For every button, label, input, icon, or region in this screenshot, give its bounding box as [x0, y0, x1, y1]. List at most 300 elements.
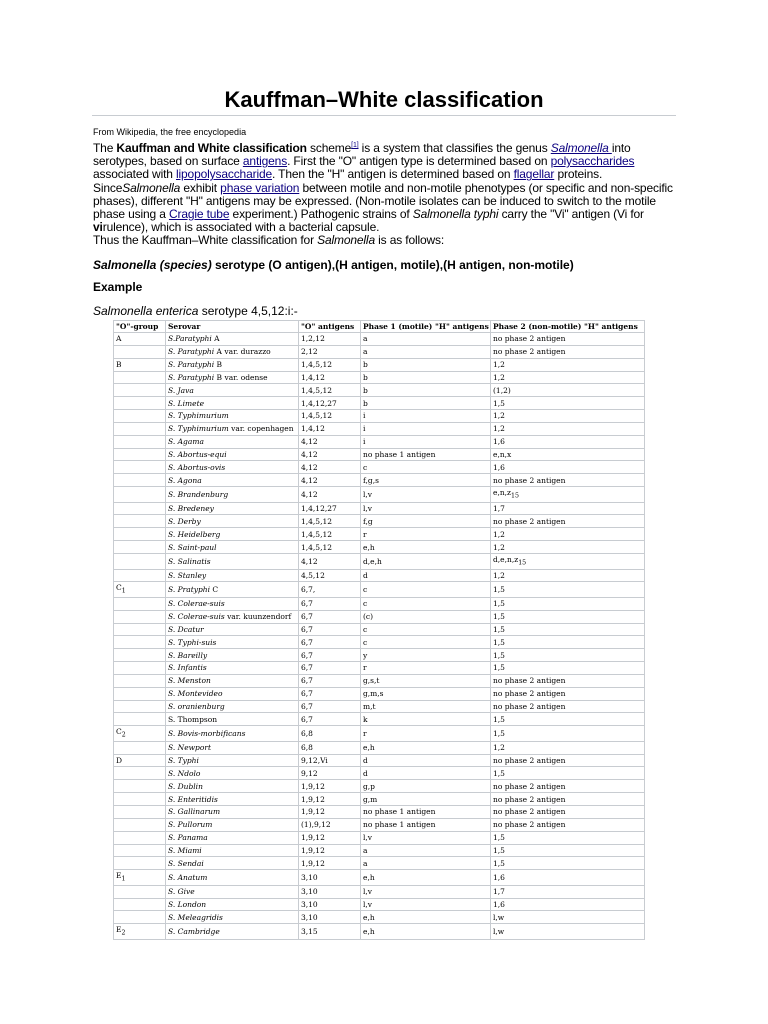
cell-o-antigens: 1,9,12 — [299, 857, 361, 870]
cell-o-antigens: 4,12 — [299, 487, 361, 503]
cell-o-group — [114, 674, 166, 687]
cell-o-group — [114, 700, 166, 713]
phase2-value: 1,5 — [493, 845, 505, 855]
cell-serovar — [166, 636, 299, 649]
table-row — [114, 898, 645, 911]
serovar-name: S. Typhimurium — [168, 424, 229, 434]
cell-o-group — [114, 487, 166, 503]
cell-o-group — [114, 924, 166, 940]
serovar-name: S. Newport — [168, 743, 211, 753]
cell-phase1: l,v — [361, 898, 491, 911]
cell-phase2 — [491, 397, 645, 410]
phase2-value: (1,2) — [493, 385, 511, 395]
example-serotype: serotype 4,5,12:i:- — [198, 304, 298, 318]
table-row — [114, 687, 645, 700]
cell-phase2 — [491, 831, 645, 844]
table-row — [114, 885, 645, 898]
cell-serovar — [166, 397, 299, 410]
cell-phase2 — [491, 754, 645, 767]
phase2-value: 1,2 — [493, 542, 505, 552]
cell-o-antigens: 1,4,5,12 — [299, 384, 361, 397]
cell-o-group — [114, 582, 166, 598]
table-row — [114, 911, 645, 924]
cell-phase1: d — [361, 754, 491, 767]
o-group-value: D — [116, 756, 123, 766]
serovar-suffix: B — [214, 360, 223, 370]
phase2-value: 1,6 — [493, 462, 505, 472]
table-row — [114, 333, 645, 346]
cell-phase2 — [491, 700, 645, 713]
o-group-value: A — [116, 334, 122, 344]
table-row — [114, 384, 645, 397]
cell-o-antigens: 4,12 — [299, 435, 361, 448]
phase2-value: 1,2 — [493, 743, 505, 753]
cell-o-antigens: 1,9,12 — [299, 780, 361, 793]
cell-o-antigens: 2,12 — [299, 345, 361, 358]
phase2-value: no phase 2 antigen — [493, 516, 566, 526]
o-group-subscript: 1 — [121, 587, 126, 595]
cell-serovar — [166, 726, 299, 742]
table-row — [114, 662, 645, 675]
format-italic: Salmonella (species) — [93, 258, 212, 272]
cell-phase1: m,t — [361, 700, 491, 713]
cell-phase1: g,m — [361, 793, 491, 806]
phase2-value: 1,5 — [493, 585, 505, 595]
cell-serovar — [166, 700, 299, 713]
phase2-subscript: 15 — [511, 492, 519, 500]
serovar-name: S. Bareilly — [168, 650, 208, 660]
intro-text-run: . First the "O" antigen type is determined based on — [287, 154, 551, 169]
cell-o-group — [114, 397, 166, 410]
cell-o-group — [114, 515, 166, 528]
phase2-value: no phase 2 antigen — [493, 756, 566, 766]
phase-variation-link[interactable]: phase variation — [220, 180, 300, 195]
table-row — [114, 345, 645, 358]
cell-serovar — [166, 371, 299, 384]
intro-text-run: associated with — [93, 167, 176, 182]
cell-o-antigens: 1,4,12,27 — [299, 502, 361, 515]
cell-o-group — [114, 448, 166, 461]
cell-serovar — [166, 487, 299, 503]
cell-o-antigens: 6,7 — [299, 700, 361, 713]
cell-serovar — [166, 674, 299, 687]
cell-serovar — [166, 582, 299, 598]
phase2-value: d,e,n,z — [493, 555, 519, 564]
cell-o-group — [114, 528, 166, 541]
table-row — [114, 569, 645, 582]
serovar-name: S. Salinatis — [168, 556, 211, 566]
format-rest: serotype (O antigen),(H antigen, motile),(H antigen, non-motile) — [211, 258, 574, 272]
cell-phase1: g,m,s — [361, 687, 491, 700]
cell-serovar — [166, 448, 299, 461]
cell-phase1: d — [361, 569, 491, 582]
phase2-value: l,w — [493, 927, 505, 936]
intro-text-run: is as follows: — [374, 233, 445, 248]
serovar-name: S. Bredeney — [168, 504, 214, 514]
cell-o-antigens: 6,7 — [299, 623, 361, 636]
table-row — [114, 831, 645, 844]
cell-phase1: b — [361, 358, 491, 371]
cell-phase1: l,v — [361, 502, 491, 515]
serovar-name: S. Sendai — [168, 858, 204, 868]
intro-text-run: carry the "Vi" antigen (Vi for — [498, 207, 644, 222]
intro-text-run: . Then the "H" antigen is determined based on — [272, 167, 514, 182]
serovar-name: S. Abortus-equi — [168, 450, 227, 460]
cell-o-antigens: 1,4,5,12 — [299, 541, 361, 554]
table-row — [114, 857, 645, 870]
cell-phase1: f,g,s — [361, 474, 491, 487]
table-row — [114, 528, 645, 541]
cell-serovar — [166, 461, 299, 474]
cell-o-antigens: 1,4,12 — [299, 371, 361, 384]
cell-phase2 — [491, 662, 645, 675]
serovar-name: S. Typhimurium — [168, 411, 229, 421]
cell-serovar — [166, 528, 299, 541]
serovar-name: S. Heidelberg — [168, 529, 221, 539]
cell-o-antigens: 9,12,Vi — [299, 754, 361, 767]
cell-o-antigens: 1,4,12 — [299, 422, 361, 435]
o-group-value: E — [116, 871, 122, 881]
phase2-value: 1,2 — [493, 570, 505, 580]
serovar-name: S. oranienburg — [168, 702, 225, 712]
serovar-name: S. Menston — [168, 676, 211, 686]
serovar-name: S. Derby — [168, 516, 201, 526]
cell-phase2 — [491, 345, 645, 358]
serovar-name: S. Saint-paul — [168, 542, 217, 552]
serotype-table — [113, 320, 645, 940]
cell-o-antigens: 4,5,12 — [299, 569, 361, 582]
serovar-name: S. Panama — [168, 833, 208, 843]
cell-o-antigens: 4,12 — [299, 461, 361, 474]
cell-serovar — [166, 713, 299, 726]
cell-phase2 — [491, 857, 645, 870]
table-row — [114, 636, 645, 649]
phase2-value: 1,6 — [493, 437, 505, 447]
intro-text-run: The — [93, 141, 117, 155]
phase2-value: no phase 2 antigen — [493, 781, 566, 791]
table-row — [114, 410, 645, 423]
cell-o-group — [114, 610, 166, 623]
cell-phase2 — [491, 649, 645, 662]
serovar-name: S. Dublin — [168, 781, 203, 791]
table-row — [114, 474, 645, 487]
serovar-name: S. Typhi-suis — [168, 637, 217, 647]
cell-serovar — [166, 623, 299, 636]
lipopolysaccharide-link[interactable]: lipopolysaccharide — [175, 167, 273, 182]
cell-phase1: a — [361, 844, 491, 857]
cell-o-group — [114, 898, 166, 911]
cell-serovar — [166, 541, 299, 554]
header-phase2: Phase 2 (non-motile) "H" antigens — [491, 321, 645, 333]
serovar-name: S. Infantis — [168, 663, 207, 673]
cell-o-group — [114, 569, 166, 582]
phase2-value: no phase 2 antigen — [493, 702, 566, 712]
table-row — [114, 700, 645, 713]
intro-text-run: experiment.) Pathogenic strains of — [229, 207, 413, 222]
classification-format — [93, 258, 574, 273]
cell-serovar — [166, 358, 299, 371]
table-row — [114, 582, 645, 598]
cell-o-antigens: 3,10 — [299, 885, 361, 898]
cell-o-antigens: 9,12 — [299, 767, 361, 780]
serovar-name: S. Montevideo — [168, 689, 223, 699]
cell-phase2 — [491, 610, 645, 623]
cell-o-antigens: 1,9,12 — [299, 806, 361, 819]
cell-phase1: r — [361, 726, 491, 742]
cell-o-antigens: 6,8 — [299, 726, 361, 742]
phase2-value: 1,2 — [493, 372, 505, 382]
cell-phase2 — [491, 541, 645, 554]
intro-bold-term: vi — [93, 220, 103, 235]
intro-italic-term: Salmonella — [122, 180, 181, 195]
cell-o-group — [114, 726, 166, 742]
cell-phase2 — [491, 767, 645, 780]
cell-serovar — [166, 554, 299, 570]
phase2-value: 1,5 — [493, 768, 505, 778]
intro-italic-term: Salmonella — [317, 233, 375, 248]
cell-phase2 — [491, 741, 645, 754]
cell-phase1: e,h — [361, 541, 491, 554]
cell-o-group — [114, 623, 166, 636]
cell-phase1: a — [361, 345, 491, 358]
intro-text-run: between motile and non-motile phenotypes (or specific and non-specific phases), different "H" antigens may be expressed. (Non-motile isolates can be induced to switch to the motile phase using a — [93, 180, 673, 222]
citation-link[interactable]: [1] — [351, 142, 359, 149]
o-group-subscript: 2 — [121, 929, 126, 937]
table-header-row — [114, 321, 645, 333]
cell-o-antigens: 6,7 — [299, 636, 361, 649]
serovar-suffix: var. copenhagen — [228, 424, 294, 434]
cell-serovar — [166, 741, 299, 754]
example-species: Salmonella enterica — [93, 304, 199, 318]
cell-phase1: b — [361, 397, 491, 410]
phase2-value: 1,5 — [493, 833, 505, 843]
cell-phase2 — [491, 502, 645, 515]
header-phase1: Phase 1 (motile) "H" antigens — [361, 321, 491, 333]
example-line — [93, 304, 298, 319]
cell-o-antigens: 1,9,12 — [299, 793, 361, 806]
table-row — [114, 726, 645, 742]
phase2-value: l,w — [493, 912, 505, 922]
cell-serovar — [166, 515, 299, 528]
cell-serovar — [166, 806, 299, 819]
phase2-value: 1,2 — [493, 360, 505, 370]
serovar-suffix: A — [211, 334, 220, 344]
cell-phase1: e,h — [361, 911, 491, 924]
header-serovar: Serovar — [166, 321, 299, 333]
cell-phase1: f,g — [361, 515, 491, 528]
cell-o-antigens: 6,7, — [299, 582, 361, 598]
cell-phase1: l,v — [361, 831, 491, 844]
cell-o-antigens: 1,9,12 — [299, 844, 361, 857]
cell-phase2 — [491, 844, 645, 857]
o-group-value: E — [116, 925, 122, 935]
cell-o-group — [114, 384, 166, 397]
serovar-name: S. Enteritidis — [168, 794, 218, 804]
serovar-name: S. London — [168, 899, 207, 909]
cell-phase2 — [491, 636, 645, 649]
table-row — [114, 435, 645, 448]
table-row — [114, 371, 645, 384]
intro-text-run: exhibit — [180, 180, 221, 195]
cell-serovar — [166, 844, 299, 857]
cell-phase1: y — [361, 649, 491, 662]
cragie-tube-link[interactable]: Cragie tube — [168, 207, 230, 222]
cell-o-antigens: 3,15 — [299, 924, 361, 940]
cell-o-antigens: 3,10 — [299, 898, 361, 911]
cell-serovar — [166, 333, 299, 346]
cell-phase1: c — [361, 582, 491, 598]
cell-serovar — [166, 780, 299, 793]
cell-phase2 — [491, 358, 645, 371]
cell-serovar — [166, 410, 299, 423]
cell-phase1: b — [361, 371, 491, 384]
intro-text-run: is a system that classifies the genus — [358, 141, 551, 155]
cell-serovar — [166, 793, 299, 806]
cell-o-antigens: 4,12 — [299, 448, 361, 461]
cell-phase2 — [491, 870, 645, 886]
cell-phase1: e,h — [361, 741, 491, 754]
cell-phase1: d,e,h — [361, 554, 491, 570]
cell-o-group — [114, 687, 166, 700]
cell-phase1: e,h — [361, 924, 491, 940]
serovar-name: S. Pratyphi — [168, 585, 211, 595]
cell-phase1: c — [361, 597, 491, 610]
intro-bold-term: Kauffman and White classification — [116, 141, 307, 155]
o-group-value: C — [116, 727, 122, 737]
polysaccharides-link[interactable]: polysaccharides — [550, 154, 635, 169]
cell-phase1: i — [361, 435, 491, 448]
cell-o-group — [114, 818, 166, 831]
phase2-value: 1,5 — [493, 858, 505, 868]
cell-o-group — [114, 662, 166, 675]
cell-phase1: no phase 1 antigen — [361, 818, 491, 831]
table-row — [114, 502, 645, 515]
flagellar-link[interactable]: flagellar — [513, 167, 555, 182]
table-row — [114, 754, 645, 767]
table-row — [114, 767, 645, 780]
cell-serovar — [166, 384, 299, 397]
cell-phase1: g,s,t — [361, 674, 491, 687]
cell-phase2 — [491, 410, 645, 423]
table-row — [114, 515, 645, 528]
table-row — [114, 870, 645, 886]
cell-phase2 — [491, 582, 645, 598]
cell-o-group — [114, 741, 166, 754]
table-row — [114, 793, 645, 806]
cell-o-group — [114, 502, 166, 515]
cell-phase2 — [491, 674, 645, 687]
table-row — [114, 741, 645, 754]
cell-o-antigens: 1,2,12 — [299, 333, 361, 346]
cell-serovar — [166, 649, 299, 662]
phase2-value: 1,5 — [493, 714, 505, 724]
cell-phase2 — [491, 333, 645, 346]
cell-o-antigens: 6,7 — [299, 597, 361, 610]
serovar-name: S. Gallinarum — [168, 807, 221, 817]
cell-o-group — [114, 844, 166, 857]
phase2-value: no phase 2 antigen — [493, 807, 566, 817]
cell-phase2 — [491, 528, 645, 541]
serovar-name: S. Colerae-suis — [168, 599, 225, 609]
serovar-name: S. Agama — [168, 437, 204, 447]
cell-phase2 — [491, 726, 645, 742]
header-o-group: "O"-group — [114, 321, 166, 333]
example-heading: Example — [93, 280, 143, 294]
cell-o-group — [114, 857, 166, 870]
antigens-link[interactable]: antigens — [242, 154, 288, 169]
table-row — [114, 397, 645, 410]
cell-o-group — [114, 358, 166, 371]
cell-o-group — [114, 474, 166, 487]
cell-phase2 — [491, 569, 645, 582]
table-row — [114, 924, 645, 940]
cell-o-antigens: 1,4,5,12 — [299, 515, 361, 528]
intro-text-run: Thus the Kauffman–White classification for — [93, 233, 318, 248]
cell-o-antigens: 3,10 — [299, 870, 361, 886]
cell-phase2 — [491, 448, 645, 461]
header-o-antigens: "O" antigens — [299, 321, 361, 333]
phase2-value: no phase 2 antigen — [493, 334, 566, 344]
cell-o-group — [114, 371, 166, 384]
cell-o-group — [114, 806, 166, 819]
cell-o-antigens: 6,7 — [299, 610, 361, 623]
cell-o-antigens: 6,7 — [299, 662, 361, 675]
cell-o-group — [114, 754, 166, 767]
serovar-name: S. Pullorum — [168, 820, 213, 830]
cell-o-group — [114, 410, 166, 423]
serovar-name: S. Anatum — [168, 872, 208, 882]
cell-phase1: (c) — [361, 610, 491, 623]
phase2-value: no phase 2 antigen — [493, 676, 566, 686]
cell-phase2 — [491, 780, 645, 793]
table-row — [114, 461, 645, 474]
phase2-value: 1,2 — [493, 424, 505, 434]
cell-phase2 — [491, 474, 645, 487]
intro-text-run: proteins. — [554, 167, 603, 182]
cell-o-antigens: (1),9,12 — [299, 818, 361, 831]
phase2-value: 1,5 — [493, 650, 505, 660]
cell-serovar — [166, 435, 299, 448]
cell-serovar — [166, 754, 299, 767]
table-row — [114, 610, 645, 623]
phase2-subscript: 15 — [518, 559, 527, 567]
cell-phase2 — [491, 384, 645, 397]
page-title: Kauffman–White classification — [224, 87, 544, 112]
table-row — [114, 623, 645, 636]
cell-phase2 — [491, 515, 645, 528]
phase2-value: 1,5 — [493, 729, 505, 739]
serovar-name: S. Limete — [168, 398, 205, 408]
cell-phase2 — [491, 793, 645, 806]
cell-phase1: no phase 1 antigen — [361, 448, 491, 461]
phase2-value: 1,6 — [493, 899, 505, 909]
salmonella-link[interactable] — [551, 141, 612, 155]
cell-serovar — [166, 662, 299, 675]
cell-serovar — [166, 924, 299, 940]
cell-phase1: g,p — [361, 780, 491, 793]
cell-phase1: r — [361, 662, 491, 675]
cell-o-group — [114, 435, 166, 448]
cell-o-antigens: 3,10 — [299, 911, 361, 924]
cell-o-group — [114, 541, 166, 554]
cell-serovar — [166, 885, 299, 898]
cell-serovar — [166, 767, 299, 780]
cell-o-antigens: 6,7 — [299, 649, 361, 662]
cell-serovar — [166, 502, 299, 515]
table-row — [114, 422, 645, 435]
cell-o-group — [114, 831, 166, 844]
cell-phase1: b — [361, 384, 491, 397]
